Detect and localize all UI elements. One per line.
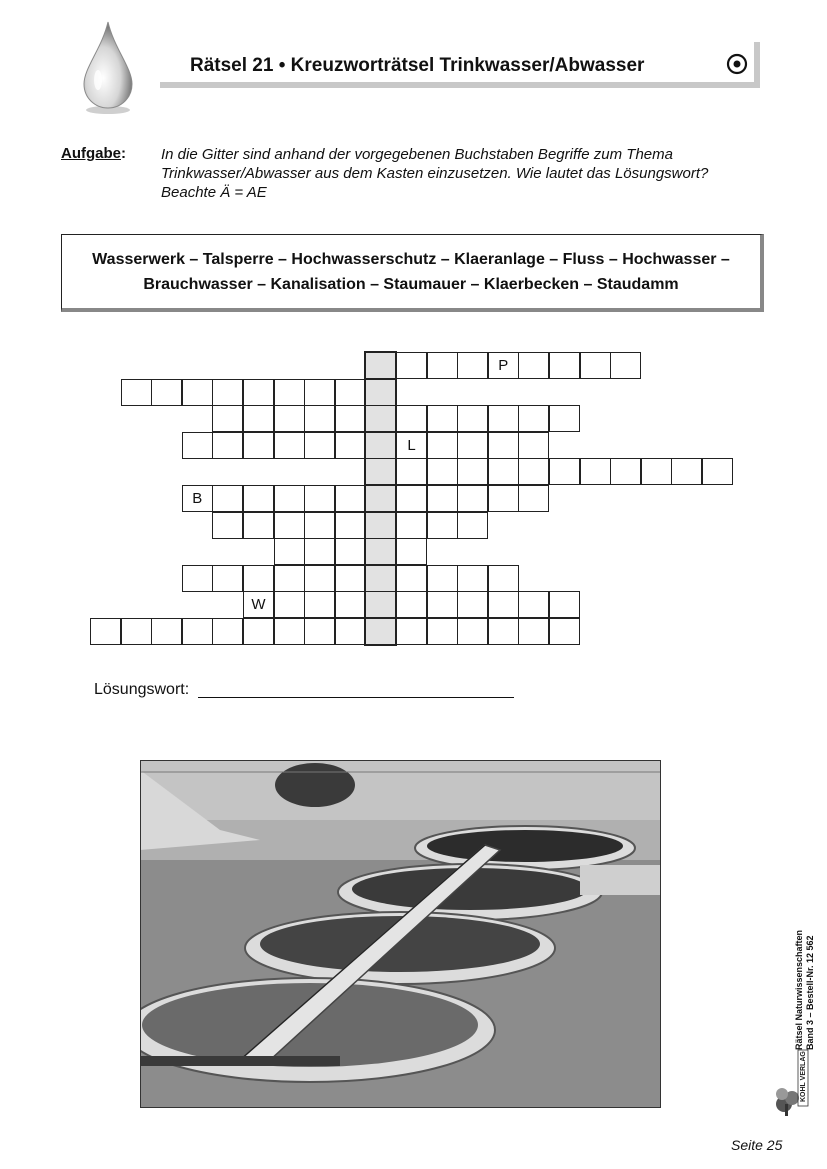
crossword-cell[interactable] — [243, 379, 274, 406]
crossword-cell[interactable] — [518, 591, 549, 618]
crossword-cell[interactable] — [396, 565, 427, 592]
crossword-cell[interactable] — [243, 591, 274, 618]
solution-column-frame — [364, 351, 397, 646]
word-list-line-2: Brauchwasser – Kanalisation – Staumauer – Klaerbecken – Staudamm — [143, 275, 679, 293]
crossword-cell[interactable] — [151, 618, 182, 645]
crossword-cell[interactable] — [182, 565, 213, 592]
crossword-cell[interactable] — [304, 591, 335, 618]
crossword-cell[interactable] — [427, 512, 458, 539]
publisher-logo — [772, 1048, 810, 1120]
crossword-cell[interactable] — [243, 512, 274, 539]
crossword-cell[interactable] — [518, 485, 549, 512]
crossword-cell[interactable] — [335, 512, 366, 539]
crossword-cell[interactable] — [243, 432, 274, 459]
crossword-cell[interactable] — [427, 352, 458, 379]
page-title: Rätsel 21 • Kreuzworträtsel Trinkwasser/Abwasser — [190, 55, 645, 76]
crossword-cell[interactable] — [518, 618, 549, 645]
crossword-cell[interactable] — [396, 512, 427, 539]
crossword-cell[interactable] — [488, 458, 519, 485]
crossword-cell[interactable] — [518, 432, 549, 459]
crossword-cell[interactable] — [427, 565, 458, 592]
crossword-cell[interactable] — [518, 405, 549, 432]
crossword-cell[interactable] — [304, 565, 335, 592]
crossword-cell[interactable] — [396, 538, 427, 565]
given-letter: W — [251, 596, 266, 614]
crossword-cell[interactable] — [182, 618, 213, 645]
crossword-cell[interactable] — [335, 565, 366, 592]
crossword-cell[interactable] — [274, 432, 305, 459]
crossword-cell[interactable] — [580, 458, 611, 485]
crossword-cell[interactable] — [610, 458, 641, 485]
crossword-cell[interactable] — [457, 458, 488, 485]
crossword-cell[interactable] — [243, 405, 274, 432]
crossword-cell[interactable] — [274, 618, 305, 645]
crossword-cell[interactable] — [335, 485, 366, 512]
word-box — [61, 234, 764, 312]
crossword-cell[interactable] — [549, 352, 580, 379]
crossword-cell[interactable] — [549, 458, 580, 485]
crossword-cell[interactable] — [427, 485, 458, 512]
crossword-cell[interactable] — [457, 405, 488, 432]
crossword-cell[interactable] — [304, 432, 335, 459]
crossword-cell[interactable] — [488, 565, 519, 592]
crossword-cell[interactable] — [121, 379, 152, 406]
crossword-cell[interactable] — [518, 458, 549, 485]
crossword-cell[interactable] — [212, 379, 243, 406]
crossword-cell[interactable] — [396, 591, 427, 618]
svg-text:KOHL VERLAG: KOHL VERLAG — [800, 1051, 807, 1102]
crossword-cell[interactable] — [212, 565, 243, 592]
crossword-cell[interactable] — [212, 432, 243, 459]
crossword-cell[interactable] — [549, 618, 580, 645]
crossword-cell[interactable] — [580, 352, 611, 379]
crossword-cell[interactable] — [182, 432, 213, 459]
crossword-cell[interactable] — [304, 379, 335, 406]
crossword-cell[interactable] — [549, 405, 580, 432]
crossword-cell[interactable] — [610, 352, 641, 379]
crossword-cell[interactable] — [121, 618, 152, 645]
crossword-cell[interactable] — [274, 485, 305, 512]
crossword-cell[interactable] — [671, 458, 702, 485]
crossword-cell[interactable] — [304, 405, 335, 432]
crossword-cell[interactable] — [457, 485, 488, 512]
water-drop-icon — [80, 20, 136, 116]
crossword-cell[interactable] — [274, 379, 305, 406]
crossword-cell[interactable] — [335, 618, 366, 645]
crossword-cell[interactable] — [90, 618, 121, 645]
crossword-cell[interactable] — [488, 352, 519, 379]
crossword-cell[interactable] — [457, 565, 488, 592]
given-letter: B — [192, 490, 203, 507]
crossword-cell[interactable] — [304, 618, 335, 645]
crossword-cell[interactable] — [427, 432, 458, 459]
crossword-cell[interactable] — [457, 618, 488, 645]
crossword-cell[interactable] — [427, 458, 458, 485]
crossword-cell[interactable] — [427, 618, 458, 645]
given-letter: L — [407, 436, 416, 454]
crossword-cell[interactable] — [243, 565, 274, 592]
crossword-cell[interactable] — [182, 485, 213, 512]
crossword-cell[interactable] — [488, 485, 519, 512]
crossword-cell[interactable] — [457, 352, 488, 379]
task-text: In die Gitter sind anhand der vorgegebenen Buchstaben Begriffe zum Thema Trinkwasser/Abwasser aus dem Kasten einzusetzen. Wie lautet das Lösungswort? Beachte Ä = AE — [161, 146, 709, 201]
crossword-cell[interactable] — [274, 512, 305, 539]
crossword-cell[interactable] — [457, 432, 488, 459]
target-icon — [726, 53, 748, 75]
crossword-cell[interactable] — [396, 485, 427, 512]
crossword-cell[interactable] — [212, 405, 243, 432]
crossword-cell[interactable] — [427, 405, 458, 432]
crossword-cell[interactable] — [212, 485, 243, 512]
task-label: Aufgabe: — [61, 145, 126, 162]
crossword-cell[interactable] — [457, 591, 488, 618]
crossword-cell[interactable] — [274, 538, 305, 565]
sewage-plant-photo — [140, 760, 661, 1108]
crossword-cell[interactable] — [335, 432, 366, 459]
solution-label: Lösungswort: — [94, 681, 190, 698]
crossword-cell[interactable] — [151, 379, 182, 406]
crossword-cell[interactable] — [488, 432, 519, 459]
crossword-cell[interactable] — [304, 538, 335, 565]
crossword-cell[interactable] — [396, 352, 427, 379]
crossword-cell[interactable] — [549, 591, 580, 618]
crossword-cell[interactable] — [427, 591, 458, 618]
crossword-cell[interactable] — [396, 618, 427, 645]
crossword-cell[interactable] — [335, 379, 366, 406]
crossword-cell[interactable] — [182, 379, 213, 406]
crossword-cell[interactable] — [641, 458, 672, 485]
crossword-cell[interactable] — [396, 405, 427, 432]
crossword-cell[interactable] — [304, 512, 335, 539]
page-number: Seite 25 — [731, 1137, 783, 1153]
crossword-cell[interactable] — [335, 538, 366, 565]
crossword-cell[interactable] — [304, 485, 335, 512]
crossword-cell[interactable] — [396, 458, 427, 485]
crossword-cell[interactable] — [488, 591, 519, 618]
crossword-cell[interactable] — [243, 485, 274, 512]
crossword-cell[interactable] — [335, 405, 366, 432]
crossword-cell[interactable] — [274, 565, 305, 592]
solution-input-line[interactable] — [198, 697, 514, 698]
crossword-cell[interactable] — [243, 618, 274, 645]
crossword-cell[interactable] — [212, 512, 243, 539]
crossword-cell[interactable] — [274, 405, 305, 432]
crossword-cell[interactable] — [274, 591, 305, 618]
crossword-cell[interactable] — [702, 458, 733, 485]
given-letter: P — [498, 357, 509, 374]
crossword-cell[interactable] — [212, 618, 243, 645]
crossword-cell[interactable] — [518, 352, 549, 379]
crossword-cell[interactable] — [488, 618, 519, 645]
crossword-cell[interactable] — [457, 512, 488, 539]
crossword-cell[interactable] — [335, 591, 366, 618]
crossword-cell[interactable] — [488, 405, 519, 432]
crossword-cell[interactable] — [396, 432, 427, 459]
word-list-line-1: Wasserwerk – Talsperre – Hochwasserschutz – Klaeranlage – Fluss – Hochwasser – — [92, 250, 730, 268]
publisher-info: Rätsel Naturwissenschaften Band 3 – Bestell-Nr. 12 562 — [794, 929, 815, 1050]
